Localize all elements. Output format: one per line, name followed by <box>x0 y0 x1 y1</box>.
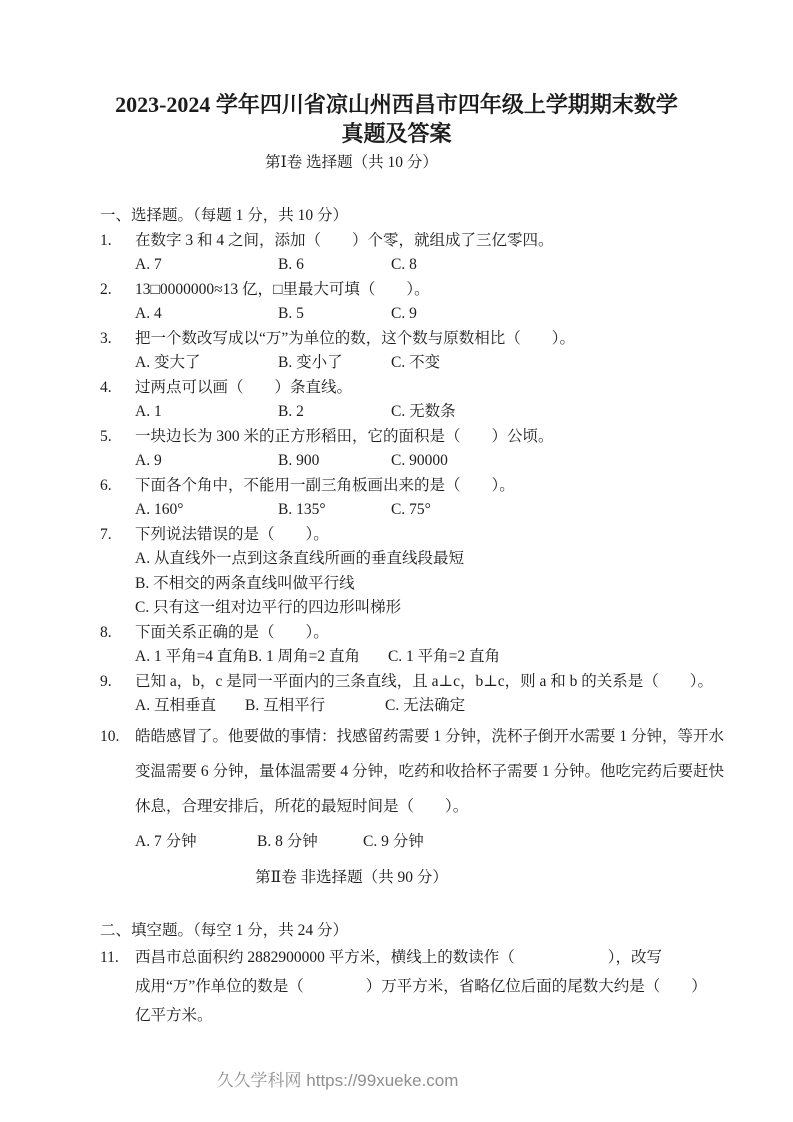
question-9-option-b: B. 互相平行 <box>245 697 326 714</box>
question-10-option-c: C. 9 分钟 <box>363 832 424 850</box>
question-9-option-c: C. 无法确定 <box>385 697 466 714</box>
question-5 <box>100 425 738 474</box>
question-10-number: 10. <box>100 727 120 745</box>
question-4-number: 4. <box>100 378 112 396</box>
question-11-number: 11. <box>100 949 119 966</box>
question-3 <box>100 327 738 376</box>
question-10-stem-line-2: 变温需要 6 分钟，量体温需要 4 分钟，吃药和收拾杯子需要 1 分钟。他吃完药后要赶快 <box>135 762 725 780</box>
question-1-option-a: A. 7 <box>135 256 162 273</box>
question-7-option-b: B. 不相交的两条直线叫做平行线 <box>135 574 355 592</box>
question-2-option-c: C. 9 <box>391 305 417 322</box>
question-7 <box>100 523 738 621</box>
page-title-line-2: 真题及答案 <box>341 121 452 146</box>
question-11-line-3: 亿平方米。 <box>135 1007 213 1024</box>
question-11-line-1: 西昌市总面积约 2882900000 平方米，横线上的数读作（ ），改写 <box>135 949 663 966</box>
question-6-stem: 下面各个角中，不能用一副三角板画出来的是（ ）。 <box>135 476 515 494</box>
question-1 <box>100 229 738 278</box>
question-8-stem: 下面关系正确的是（ ）。 <box>135 623 329 641</box>
question-2-number: 2. <box>100 280 112 298</box>
question-8 <box>100 621 738 670</box>
exam-content <box>0 204 793 859</box>
question-5-option-c: C. 90000 <box>391 452 448 469</box>
question-11 <box>100 943 738 1030</box>
question-1-option-b: B. 6 <box>278 256 304 273</box>
exam-content-part2 <box>0 919 793 1031</box>
question-9 <box>100 670 738 719</box>
question-2-option-b: B. 5 <box>278 305 304 322</box>
question-5-option-a: A. 9 <box>135 452 162 469</box>
question-5-option-b: B. 900 <box>278 452 320 469</box>
part1-heading: 第Ⅰ卷 选择题（共 10 分） <box>265 154 438 171</box>
question-2-stem: 13□0000000≈13 亿，□里最大可填（ ）。 <box>135 280 430 298</box>
question-3-option-c: C. 不变 <box>391 354 441 371</box>
question-6-option-b: B. 135° <box>278 501 326 518</box>
section1-heading: 一、选择题。（每题 1 分，共 10 分） <box>100 207 349 224</box>
question-10-stem-line-3: 休息，合理安排后，所花的最短时间是（ ）。 <box>135 797 469 815</box>
page-title-line-1: 2023-2024 学年四川省凉山州西昌市四年级上学期期末数学 <box>115 92 678 117</box>
question-11-line-2: 成用“万”作单位的数是（ ）万平方米，省略亿位后面的尾数大约是（ ） <box>135 978 707 995</box>
part2-heading: 第Ⅱ卷 非选择题（共 90 分） <box>255 868 448 886</box>
question-10-option-b: B. 8 分钟 <box>257 832 318 850</box>
question-2-option-a: A. 4 <box>135 305 162 322</box>
question-5-number: 5. <box>100 427 112 445</box>
question-7-number: 7. <box>100 525 112 543</box>
question-1-option-c: C. 8 <box>391 256 417 273</box>
question-10-option-a: A. 7 分钟 <box>135 832 197 850</box>
question-4-option-c: C. 无数条 <box>391 403 456 420</box>
question-3-number: 3. <box>100 329 112 347</box>
question-2 <box>100 278 738 327</box>
section2-heading: 二、填空题。（每空 1 分，共 24 分） <box>100 921 349 939</box>
question-1-stem: 在数字 3 和 4 之间，添加（ ）个零，就组成了三亿零四。 <box>135 231 554 249</box>
question-3-option-b: B. 变小了 <box>278 354 343 371</box>
question-10-stem-line-1: 皓皓感冒了。他要做的事情：找感留药需要 1 分钟，洗杯子倒开水需要 1 分钟，等开水 <box>135 727 725 745</box>
question-8-option-b: B. 1 周角=2 直角 <box>247 648 361 665</box>
question-8-option-a: A. 1 平角=4 直角 <box>135 648 248 665</box>
question-10 <box>100 719 738 859</box>
question-6 <box>100 474 738 523</box>
question-9-number: 9. <box>100 672 112 690</box>
question-1-number: 1. <box>100 231 112 249</box>
question-4-option-a: A. 1 <box>135 403 162 420</box>
question-6-option-c: C. 75° <box>391 501 431 518</box>
question-7-stem: 下列说法错误的是（ ）。 <box>135 525 329 543</box>
question-9-option-a: A. 互相垂直 <box>135 697 216 714</box>
question-6-number: 6. <box>100 476 112 494</box>
question-3-option-a: A. 变大了 <box>135 354 201 371</box>
site-watermark: 久久学科网 https://99xueke.com <box>216 1071 459 1090</box>
page-title <box>0 0 793 148</box>
question-7-option-c: C. 只有这一组对边平行的四边形叫梯形 <box>135 599 402 616</box>
question-8-option-c: C. 1 平角=2 直角 <box>387 648 501 665</box>
question-4-option-b: B. 2 <box>278 403 304 420</box>
question-5-stem: 一块边长为 300 米的正方形稻田，它的面积是（ ）公顷。 <box>135 427 554 445</box>
question-4 <box>100 376 738 425</box>
question-6-option-a: A. 160° <box>135 501 184 518</box>
question-9-stem: 已知 a，b，c 是同一平面内的三条直线，且 a⊥c，b⊥c，则 a 和 b 的关系是（ ）。 <box>135 672 714 690</box>
question-3-stem: 把一个数改写成以“万”为单位的数，这个数与原数相比（ ）。 <box>135 329 576 347</box>
question-4-stem: 过两点可以画（ ）条直线。 <box>135 378 353 396</box>
question-7-option-a: A. 从直线外一点到这条直线所画的垂直线段最短 <box>135 550 464 567</box>
question-8-number: 8. <box>100 623 112 641</box>
